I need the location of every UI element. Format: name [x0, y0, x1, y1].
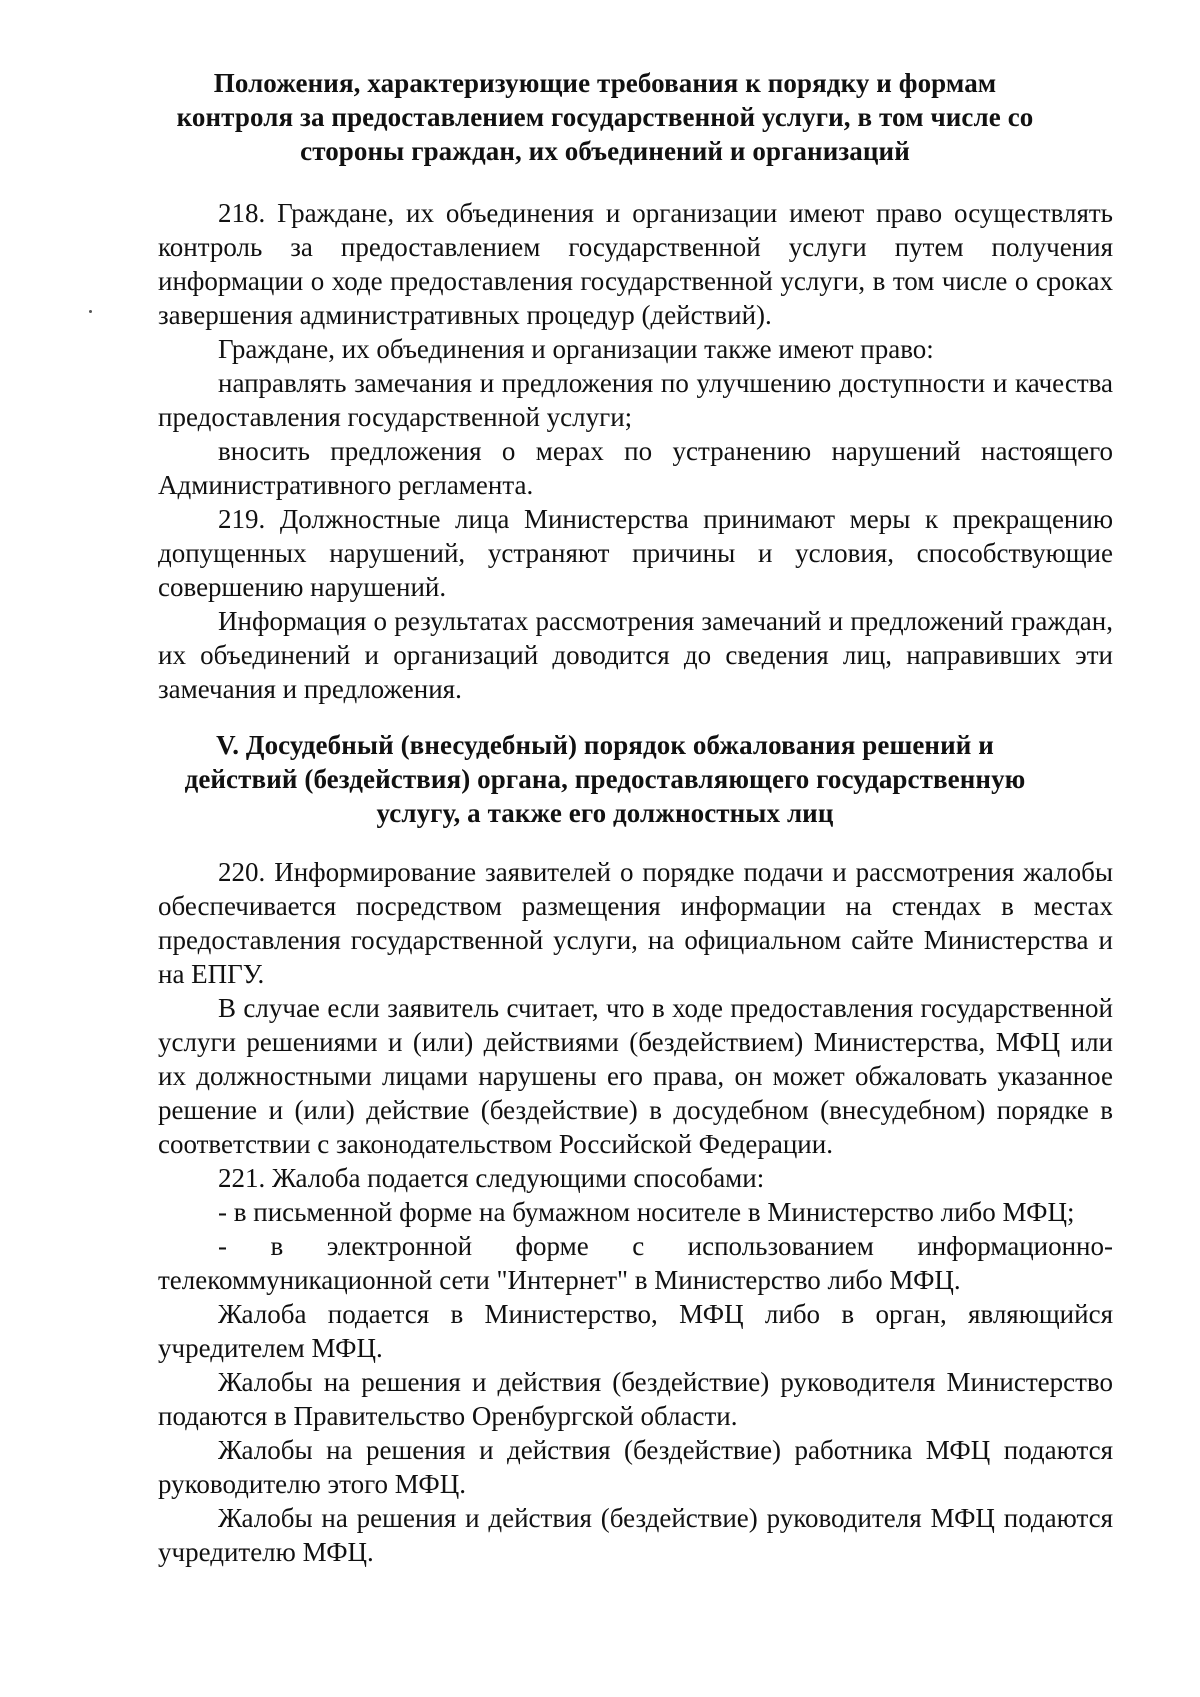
paragraph-head-ministry: Жалобы на решения и действия (бездействие) руководителя Министерство подаются в Правительство Оренбургской области. — [158, 1367, 1113, 1431]
paragraph-where-filed: Жалоба подается в Министерство, МФЦ либо в орган, являющийся учредителем МФЦ. — [158, 1299, 1113, 1363]
paragraph-219: 219. Должностные лица Министерства принимают меры к прекращению допущенных нарушений, устраняют причины и условия, способствующие совершению нарушений. — [158, 504, 1113, 602]
paragraph-221: 221. Жалоба подается следующими способами: — [218, 1163, 765, 1193]
list-item-paper: - в письменной форме на бумажном носителе в Министерство либо МФЦ; — [218, 1197, 1075, 1227]
paragraph-rights: Граждане, их объединения и организации также имеют право: — [218, 334, 934, 364]
paragraph-mfc-head: Жалобы на решения и действия (бездействие) руководителя МФЦ подаются учредителю МФЦ. — [158, 1503, 1113, 1567]
paragraph-remarks: направлять замечания и предложения по улучшению доступности и качества предоставления государственной услуги; — [158, 368, 1113, 432]
paragraph-mfc-employee: Жалобы на решения и действия (бездействие) работника МФЦ подаются руководителю этого МФЦ. — [158, 1435, 1113, 1499]
scan-speck — [89, 310, 92, 313]
paragraph-218: 218. Граждане, их объединения и организации имеют право осуществлять контроль за предоставлением государственной услуги путем получения информации о ходе предоставления государственной услуги, в том числе о сроках завершения административных процедур (действий). — [158, 198, 1113, 330]
section-heading-control: Положения, характеризующие требования к порядку и формам контроля за предоставлением государственной услуги, в том числе со стороны граждан, их объединений и организаций — [176, 68, 1034, 166]
paragraph-violation: В случае если заявитель считает, что в ходе предоставления государственной услуги решениями и (или) действиями (бездействием) Министерства, МФЦ или их должностными лицами нарушены его права, он может обжаловать указанное решение и (или) действие (бездействие) в досудебном (внесудебном) порядке в соответствии с законодательством Российской Федерации. — [158, 993, 1113, 1159]
list-item-electronic: - в электронной форме с использованием информационно-телекоммуникационной сети "Интернет" в Министерство либо МФЦ. — [158, 1231, 1113, 1295]
paragraph-220: 220. Информирование заявителей о порядке подачи и рассмотрения жалобы обеспечивается посредством размещения информации на стендах в местах предоставления государственной услуги, на официальном сайте Министерства и на ЕПГУ. — [158, 857, 1113, 989]
paragraph-information: Информация о результатах рассмотрения замечаний и предложений граждан, их объединений и организаций доводится до сведения лиц, направивших эти замечания и предложения. — [158, 606, 1113, 704]
section-body-appeal — [158, 855, 1113, 1569]
paragraph-proposals: вносить предложения о мерах по устранению нарушений настоящего Административного регламента. — [158, 436, 1113, 500]
section-heading-appeal: V. Досудебный (внесудебный) порядок обжалования решений и действий (бездействия) органа, предоставляющего государственную услугу, а также его должностных лиц — [184, 730, 1026, 828]
section-body-control — [158, 196, 1113, 706]
